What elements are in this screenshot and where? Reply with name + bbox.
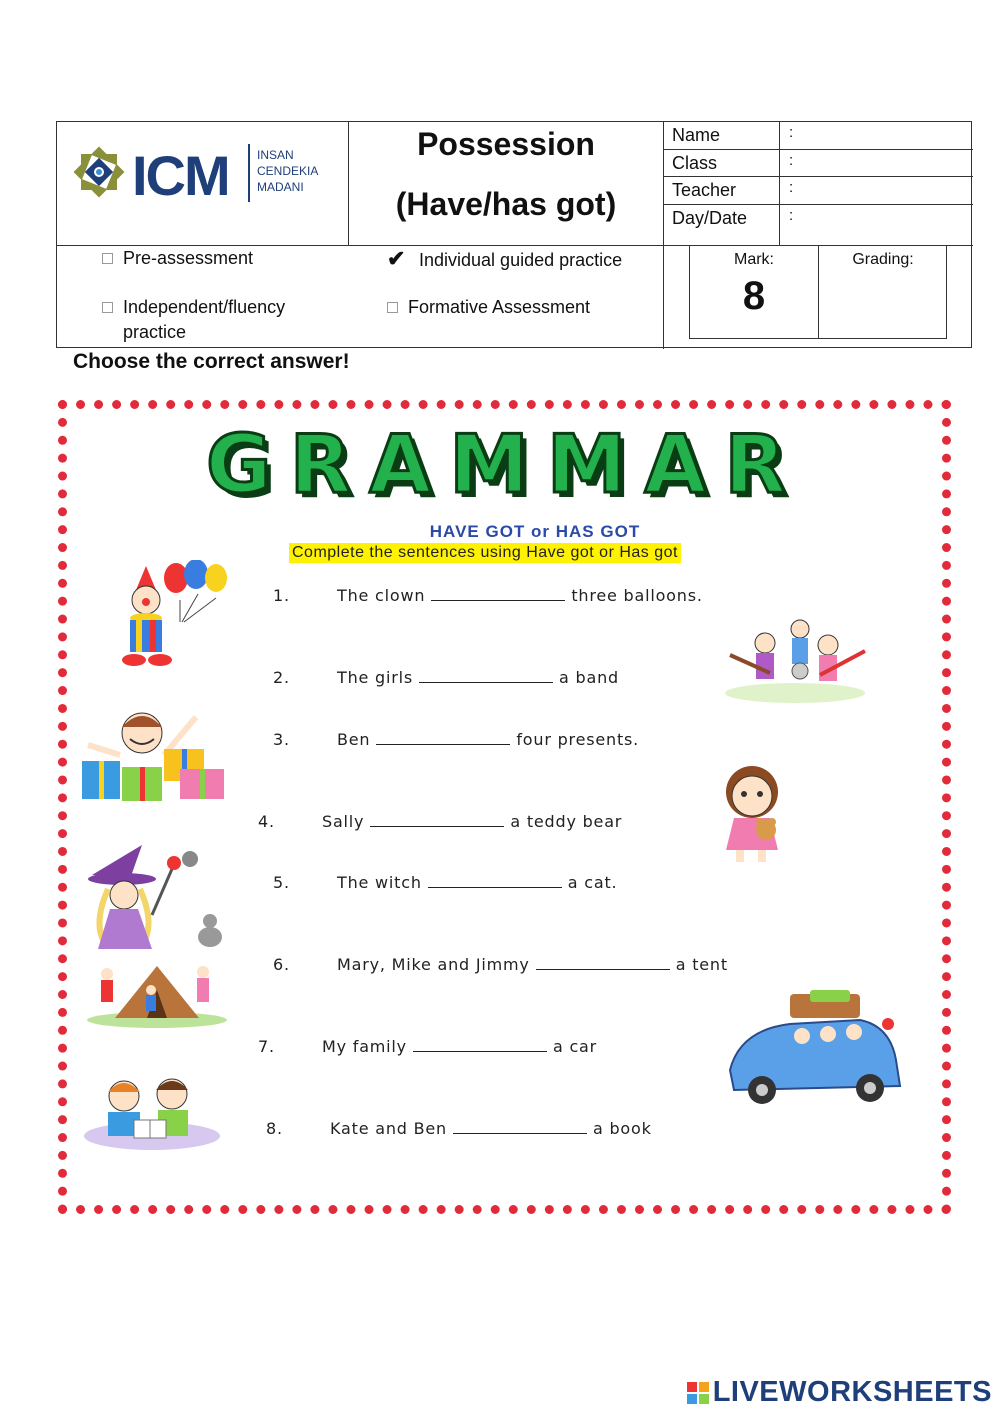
logo-sub-line: MADANI xyxy=(257,180,304,194)
question-text: My family xyxy=(322,1037,407,1056)
teacher-field[interactable]: : xyxy=(789,179,794,196)
logo-divider xyxy=(248,144,250,202)
info-row-class xyxy=(663,150,973,178)
question-number: 7. xyxy=(258,1037,275,1056)
question-4 xyxy=(258,812,622,831)
question-text: a tent xyxy=(675,955,728,974)
grading-label: Grading: xyxy=(852,251,914,268)
logo-sub-line: INSAN xyxy=(257,148,294,162)
answer-blank[interactable] xyxy=(431,587,565,601)
answer-blank[interactable] xyxy=(536,956,670,970)
option-label: Pre-assessment xyxy=(123,248,254,268)
star-emblem-icon xyxy=(71,144,127,200)
info-label: Name xyxy=(672,125,721,145)
question-number: 1. xyxy=(273,586,290,605)
family-camping-tent-icon xyxy=(85,960,230,1030)
worksheet-task: Complete the sentences using Have got or Has got xyxy=(289,543,681,563)
question-7 xyxy=(258,1037,597,1056)
question-number: 5. xyxy=(273,873,290,892)
question-text: a teddy bear xyxy=(510,812,623,831)
mark-label: Mark: xyxy=(734,251,774,268)
question-text: Ben xyxy=(337,730,371,749)
question-text: a band xyxy=(559,668,619,687)
info-label: Day/Date xyxy=(672,207,748,228)
brand-text: LIVEWORKSHEETS xyxy=(712,1376,992,1408)
option-formative-assessment[interactable] xyxy=(387,295,590,320)
question-3 xyxy=(273,730,639,749)
option-individual-guided-practice[interactable] xyxy=(387,248,622,273)
option-label: Individual guided practice xyxy=(419,250,623,270)
clown-with-balloons-icon xyxy=(98,560,233,670)
checkbox-icon[interactable] xyxy=(387,302,398,313)
answer-blank[interactable] xyxy=(453,1120,587,1134)
answer-blank[interactable] xyxy=(370,813,504,827)
answer-blank[interactable] xyxy=(419,669,553,683)
mark-value: 8 xyxy=(742,274,766,318)
witch-with-cat-icon xyxy=(82,845,227,953)
question-number: 3. xyxy=(273,730,290,749)
question-number: 8. xyxy=(266,1119,283,1138)
answer-blank[interactable] xyxy=(428,874,562,888)
liveworksheets-icon xyxy=(687,1382,709,1404)
liveworksheets-logo[interactable] xyxy=(687,1376,992,1409)
checkmark-icon[interactable]: ✔ xyxy=(387,246,406,271)
logo-subtitle xyxy=(257,147,337,195)
girls-band-icon xyxy=(720,615,870,705)
info-row-name xyxy=(663,122,973,150)
class-field[interactable]: : xyxy=(789,151,794,169)
question-text: four presents. xyxy=(516,730,640,749)
question-6 xyxy=(273,955,728,974)
worksheet-header xyxy=(56,121,972,348)
instruction-text: Choose the correct answer! xyxy=(73,350,350,373)
question-text: three balloons. xyxy=(571,586,703,605)
school-logo xyxy=(57,122,349,245)
family-car-icon xyxy=(720,990,910,1110)
kids-reading-book-icon xyxy=(80,1072,222,1152)
grammar-banner: GRAMMAR xyxy=(206,418,804,511)
info-row-teacher xyxy=(663,177,973,205)
question-number: 4. xyxy=(258,812,275,831)
boy-with-presents-icon xyxy=(80,705,230,805)
question-number: 6. xyxy=(273,955,290,974)
checkbox-icon[interactable] xyxy=(102,302,113,313)
question-2 xyxy=(273,668,619,687)
logo-sub-line: CENDEKIA xyxy=(257,164,319,178)
info-row-date xyxy=(663,205,973,245)
question-5 xyxy=(273,873,617,892)
worksheet-subtitle: HAVE GOT or HAS GOT xyxy=(429,522,641,541)
question-8 xyxy=(266,1119,652,1138)
question-text: a book xyxy=(592,1119,652,1138)
page-title: Possession xyxy=(417,126,595,162)
question-text: Kate and Ben xyxy=(330,1119,447,1138)
question-number: 2. xyxy=(273,668,290,687)
question-text: a car xyxy=(552,1037,598,1056)
logo-main-text: ICM xyxy=(132,144,229,207)
question-text: The witch xyxy=(337,873,422,892)
checkbox-icon[interactable] xyxy=(102,253,113,264)
page-subtitle: (Have/has got) xyxy=(395,186,617,222)
mark-grading-box xyxy=(689,245,947,339)
info-label: Teacher xyxy=(672,180,737,200)
question-text: Sally xyxy=(322,812,365,831)
info-label: Class xyxy=(672,152,718,173)
option-pre-assessment[interactable] xyxy=(102,246,253,271)
question-text: Mary, Mike and Jimmy xyxy=(337,955,530,974)
name-field[interactable]: : xyxy=(789,124,794,141)
question-text: The clown xyxy=(337,586,426,605)
question-1 xyxy=(273,586,703,605)
girl-with-teddy-bear-icon xyxy=(710,760,795,868)
date-field[interactable]: : xyxy=(789,206,794,224)
option-independent-practice[interactable] xyxy=(102,295,322,345)
answer-blank[interactable] xyxy=(376,731,510,745)
student-info-table xyxy=(663,122,973,245)
option-label: Independent/fluency practice xyxy=(123,297,286,342)
question-text: a cat. xyxy=(567,873,618,892)
answer-blank[interactable] xyxy=(413,1038,547,1052)
option-label: Formative Assessment xyxy=(408,297,591,317)
question-text: The girls xyxy=(337,668,414,687)
